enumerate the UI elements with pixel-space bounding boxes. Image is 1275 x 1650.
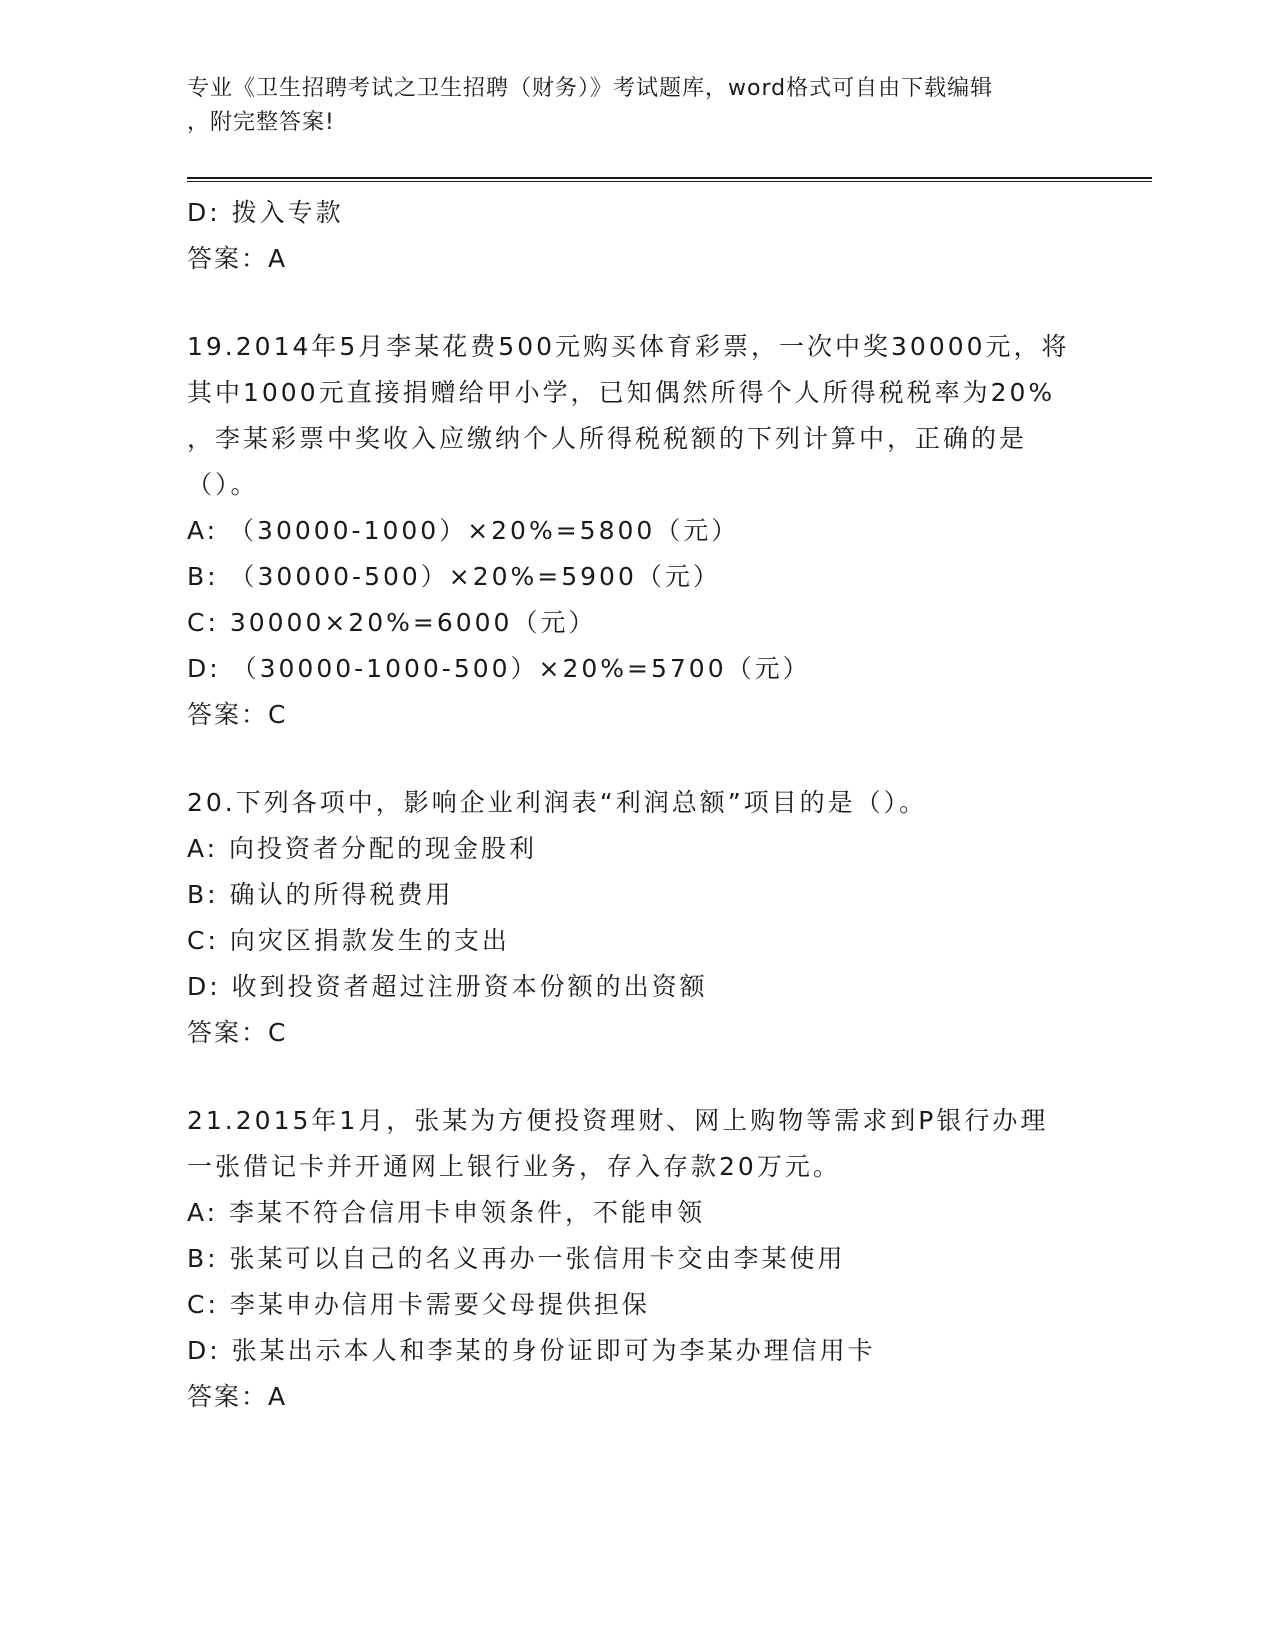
- header-line-2: ，附完整答案!: [187, 110, 335, 135]
- option-d: D: （30000-1000-500）×20%=5700（元）: [187, 654, 811, 683]
- header-rule-thick: [187, 177, 1152, 179]
- header-rule-thin: [187, 181, 1152, 182]
- question-stem-line: ，李某彩票中奖收入应缴纳个人所得税税额的下列计算中，正确的是: [187, 424, 1028, 453]
- answer-line: 答案：C: [187, 1018, 288, 1047]
- option-c: C: 李某申办信用卡需要父母提供担保: [187, 1290, 650, 1319]
- previous-question-tail: [187, 190, 1087, 282]
- option-d: D: 收到投资者超过注册资本份额的出资额: [187, 972, 708, 1001]
- option-d: D: 拨入专款: [187, 198, 344, 227]
- header-line-1: 专业《卫生招聘考试之卫生招聘（财务）》考试题库，word格式可自由下载编辑: [187, 76, 994, 101]
- option-c: C: 30000×20%=6000（元）: [187, 608, 597, 637]
- option-d: D: 张某出示本人和李某的身份证即可为李某办理信用卡: [187, 1336, 876, 1365]
- question-21: [187, 1098, 1087, 1420]
- option-c: C: 向灾区捐款发生的支出: [187, 926, 510, 955]
- option-a: A: （30000-1000）×20%=5800（元）: [187, 516, 740, 545]
- question-stem-line: 一张借记卡并开通网上银行业务，存入存款20万元。: [187, 1152, 841, 1181]
- question-stem-line: 其中1000元直接捐赠给甲小学，已知偶然所得个人所得税税率为20%: [187, 378, 1056, 407]
- document-header: [187, 72, 1087, 140]
- question-list: [187, 190, 1087, 1420]
- question-20: [187, 780, 1087, 1056]
- question-stem-line: （）。: [187, 470, 259, 499]
- answer-line: 答案：A: [187, 1382, 288, 1411]
- question-19: [187, 324, 1087, 738]
- option-b: B: 确认的所得税费用: [187, 880, 454, 909]
- answer-line: 答案：C: [187, 700, 288, 729]
- option-b: B: 张某可以自己的名义再办一张信用卡交由李某使用: [187, 1244, 846, 1273]
- option-a: A: 李某不符合信用卡申领条件，不能申领: [187, 1198, 706, 1227]
- answer-line: 答案：A: [187, 244, 288, 273]
- question-stem-line: 20.下列各项中，影响企业利润表“利润总额”项目的是（）。: [187, 788, 928, 817]
- option-a: A: 向投资者分配的现金股利: [187, 834, 538, 863]
- question-stem-line: 19.2014年5月李某花费500元购买体育彩票，一次中奖30000元，将: [187, 332, 1070, 361]
- option-b: B: （30000-500）×20%=5900（元）: [187, 562, 721, 591]
- question-stem-line: 21.2015年1月，张某为方便投资理财、网上购物等需求到P银行办理: [187, 1106, 1049, 1135]
